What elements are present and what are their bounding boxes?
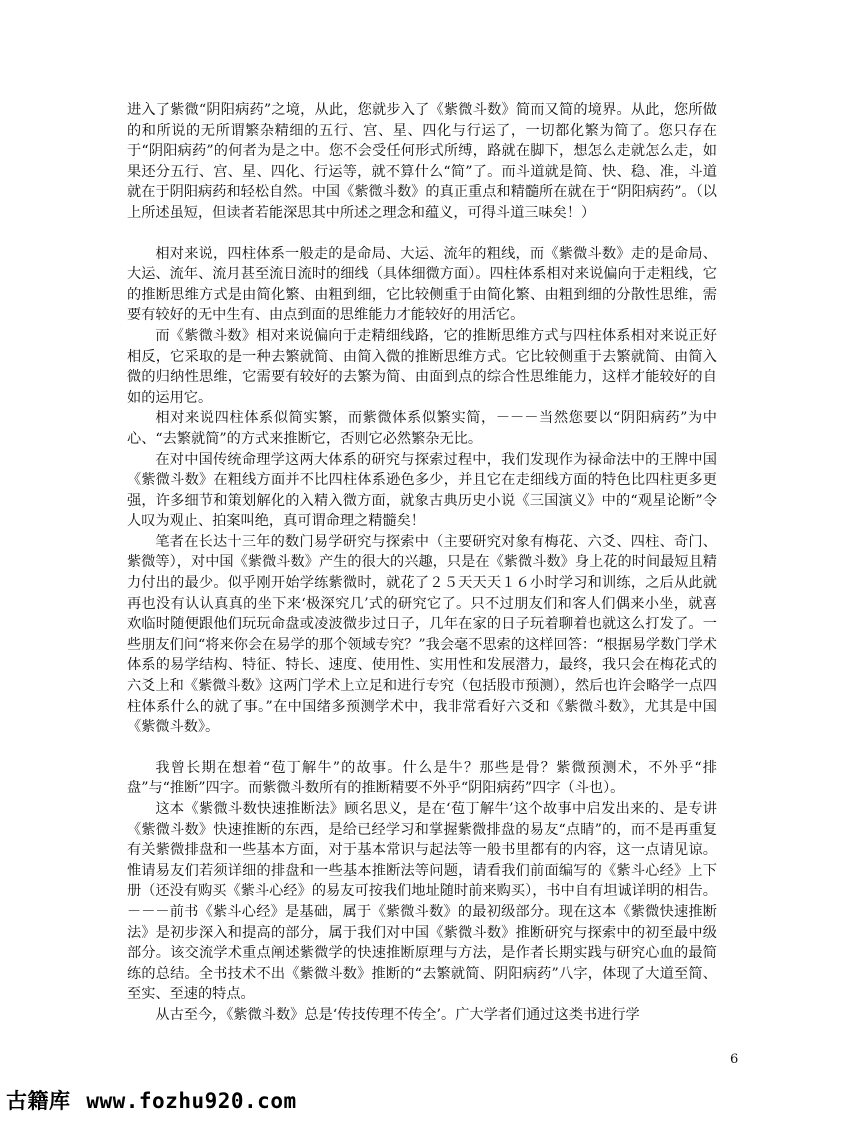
footer-site-url[interactable]: www.fozhu920.com [86,1089,297,1113]
page-number: 6 [730,1052,739,1067]
paragraph-5: 在对中国传统命理学这两大体系的研究与探索过程中，我们发现作为禄命法中的王牌中国《紫微斗数》在粗线方面并不比四柱体系逊色多少，并且它在走细线方面的特色比四柱更多更强，许多细节和策划解化的入精入微方面，就象古典历史小说《三国演义》中的“观星论断”令人叹为观止、拍案叫绝，真可谓命理之精髓矣！ [127,451,717,530]
paragraph-gap [127,738,717,758]
paragraph-1: 进入了紫微“阴阳病药”之境，从此，您就步入了《紫微斗数》简而又简的境界。从此，您所做的和所说的无所谓繁杂精细的五行、宫、星、四化与行运了，一切都化繁为简了。您只存在于“阴阳病药”的何者为是之中。您不会受任何形式所缚，路就在脚下，想怎么走就怎么走，如果还分五行、宫、星、四化、行运等，就不算什么“简”了。而斗道就是简、快、稳、准，斗道就在于阴阳病药和轻松自然。中国《紫微斗数》的真正重点和精髓所在就在于“阴阳病药”。（以上所述虽短，但读者若能深思其中所述之理念和蕴义，可得斗道三味矣！） [127,102,717,221]
paragraph-7: 我曾长期在想着“苞丁解牛”的故事。什么是牛？那些是骨？紫微预测术，不外乎“排盘”与“推断”四字。而紫微斗数所有的推断精要不外乎“阴阳病药”四字（斗也）。 [127,759,717,797]
paragraph-8: 这本《紫微斗数快速推断法》顾名思义，是在‘苞丁解牛’这个故事中启发出来的、是专讲《紫微斗数》快速推断的东西，是给已经学习和掌握紫微排盘的易友“点睛”的，而不是再重复有关紫微排盘和一些基本方面，对于基本常识与起法等一般书里都有的内容，这一点请见谅。惟请易友们若须详细的排盘和一些基本推断法等问题，请看我们前面编写的《紫斗心经》上下册（还没有购买《紫斗心经》的易友可按我们地址随时前来购买），书中自有坦诚详明的相告。－－－前书《紫斗心经》是基础，属于《紫微斗数》的最初级部分。现在这本《紫微快速推断法》是初步深入和提高的部分，属于我们对中国《紫微斗数》推断研究与探索中的初至最中级部分。该交流学术重点阐述紫微学的快速推断原理与方法，是作者长期实践与研究心血的最简练的总结。全书技术不出《紫微斗数》推断的“去繁就简、阴阳病药”八字，体现了大道至简、至实、至速的特点。 [127,801,717,1003]
document-page [127,100,717,1026]
footer-site-name: 古籍库 [6,1089,71,1113]
footer-watermark [6,1085,297,1115]
paragraph-3: 而《紫微斗数》相对来说偏向于走精细线路，它的推断思维方式与四柱体系相对来说正好相反，它采取的是一种去繁就简、由简入微的推断思维方式。它比较侧重于去繁就简、由简入微的归纳性思维，它需要有较好的去繁为简、由面到点的综合性思维能力，这样才能较好的自如的运用它。 [127,327,717,406]
paragraph-6: 笔者在长达十三年的数门易学研究与探索中（主要研究对象有梅花、六爻、四柱、奇门、紫微等），对中国《紫微斗数》产生的很大的兴趣，只是在《紫微斗数》身上花的时间最短且精力付出的最少。似乎刚开始学练紫微时，就花了２５天天天１６小时学习和训练，之后从此就再也没有认认真真的坐下来‘极深究几’式的研究它了。只不过朋友们和客人们偶来小坐，就喜欢临时随便跟他们玩玩命盘或凌波微步过日子，几年在家的日子玩着聊着也就这么打发了。一些朋友们问“将来你会在易学的那个领域专究？”我会毫不思索的这样回答：“根据易学数门学术体系的易学结构、特征、特长、速度、使用性、实用性和发展潜力，最终，我只会在梅花式的六爻上和《紫微斗数》这两门学术上立足和进行专究（包括股市预测），然后也许会略学一点四柱体系什么的就了事。”在中国绪多预测学术中，我非常看好六爻和《紫微斗数》，尤其是中国《紫微斗数》。 [127,533,717,736]
paragraph-2: 相对来说，四柱体系一般走的是命局、大运、流年的粗线，而《紫微斗数》走的是命局、大运、流年、流月甚至流日流时的细线（具体细微方面）。四柱体系相对来说偏向于走粗线，它的推断思维方式是由简化繁、由粗到细，它比较侧重于由简化繁、由粗到细的分散性思维，需要有较好的无中生有、由点到面的思维能力才能较好的用活它。 [127,245,717,324]
paragraph-4: 相对来说四柱体系似简实繁，而紫微体系似繁实简，－－－当然您要以“阴阳病药”为中心、“去繁就简”的方式来推断它，否则它必然繁杂无比。 [127,410,717,447]
paragraph-9: 从古至今，《紫微斗数》总是‘传技传理不传全’。广大学者们通过这类书进行学 [155,1006,640,1023]
paragraph-gap [127,224,717,244]
